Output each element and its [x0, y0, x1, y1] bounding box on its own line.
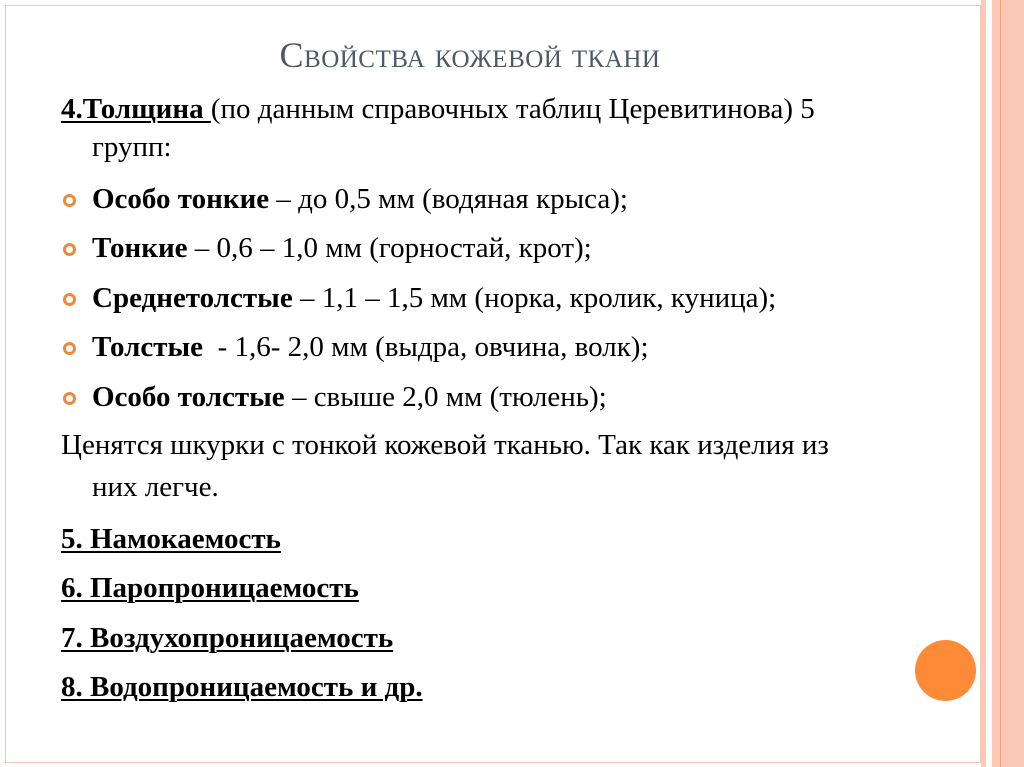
list-item	[92, 330, 649, 364]
item-text: – до 0,5 мм (водяная крыса);	[269, 183, 628, 215]
list-item	[92, 281, 776, 315]
decor-stripe	[1000, 0, 1001, 767]
list-item	[92, 231, 592, 265]
intro-line	[61, 92, 815, 126]
bullet-icon	[63, 392, 76, 405]
item-term: Особо тонкие	[92, 183, 270, 215]
property-5: 5. Намокаемость	[61, 523, 281, 555]
item-term: Толстые	[92, 331, 204, 363]
property-8: 8. Водопроницаемость и др.	[61, 671, 423, 703]
item-text: – свыше 2,0 мм (тюлень);	[284, 381, 607, 413]
intro-text: (по данным справочных таблиц Церевитинова) 5	[210, 93, 815, 125]
property-7: 7. Воздухопроницаемость	[61, 622, 394, 654]
note-cont: них легче.	[92, 471, 219, 503]
intro-cont: групп:	[92, 131, 172, 163]
property-6: 6. Паропроницаемость	[61, 572, 359, 604]
bullet-icon	[63, 194, 76, 207]
item-text: – 1,1 – 1,5 мм (норка, кролик, куница);	[292, 282, 777, 314]
item-term: Тонкие	[92, 232, 188, 264]
decor-circle	[915, 640, 976, 701]
decor-stripe	[981, 0, 986, 767]
item-term: Особо толстые	[92, 381, 285, 413]
bullet-icon	[63, 243, 76, 256]
item-text: – 0,6 – 1,0 мм (горностай, крот);	[187, 232, 592, 264]
list-item	[92, 182, 628, 216]
bullet-icon	[63, 342, 76, 355]
intro-heading: 4.Толщина	[61, 93, 211, 125]
item-term: Среднетолстые	[92, 282, 293, 314]
note-line: Ценятся шкурки с тонкой кожевой тканью. Так как изделия из	[61, 429, 829, 461]
list-item	[92, 380, 607, 414]
slide-title: Свойства кожевой ткани	[279, 35, 661, 75]
bullet-icon	[63, 293, 76, 306]
decor-stripe	[992, 0, 1024, 767]
item-text: - 1,6- 2,0 мм (выдра, овчина, волк);	[203, 331, 649, 363]
